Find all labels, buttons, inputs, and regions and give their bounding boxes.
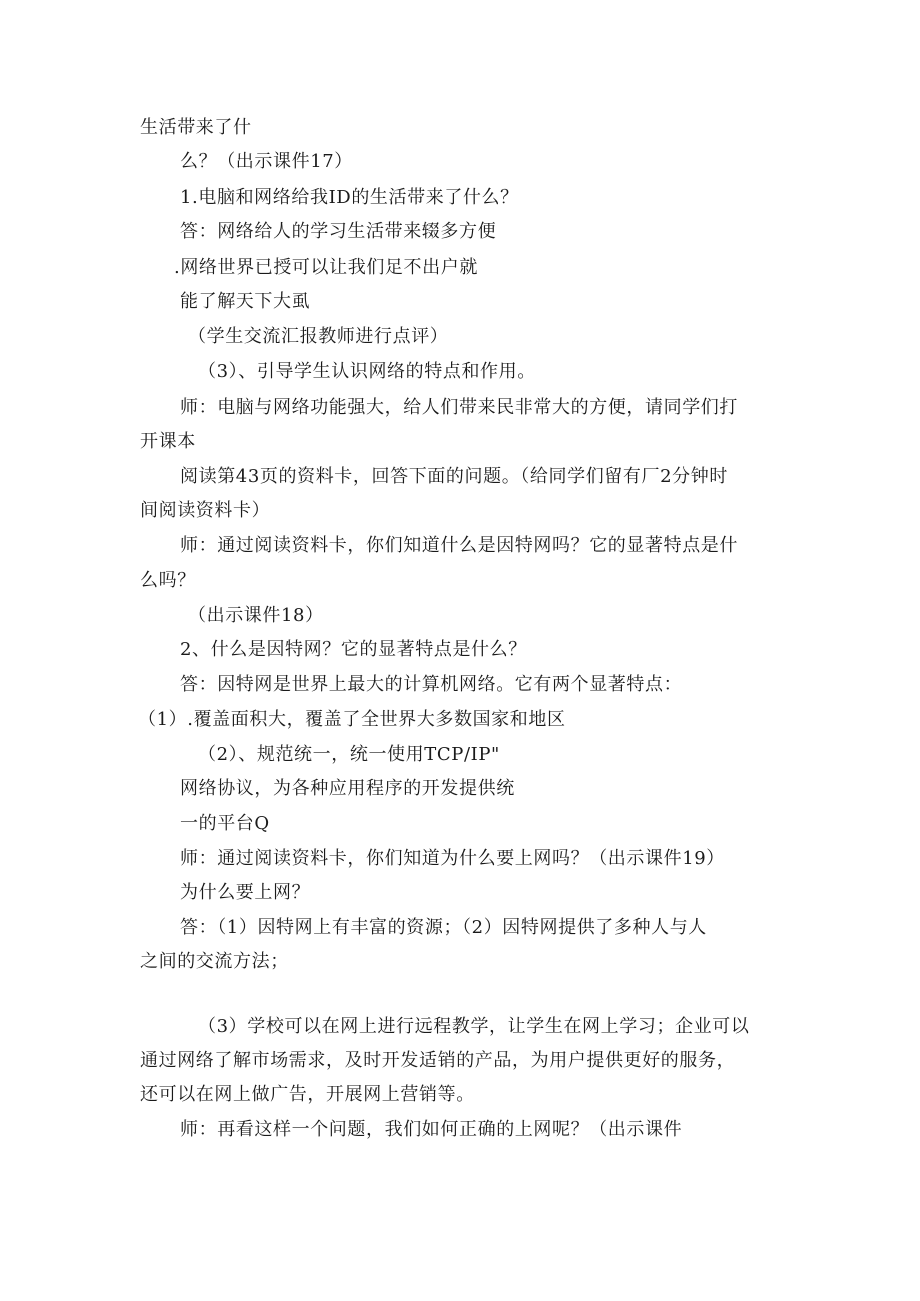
text-line: 师：通过阅读资料卡，你们知道为什么要上网吗？（出示课件19） <box>180 848 725 869</box>
text-line: 还可以在网上做广告，开展网上营销等。 <box>140 1084 475 1105</box>
text-line: 之间的交流方法； <box>140 951 289 972</box>
text-line: 师：通过阅读资料卡，你们知道什么是因特网吗？它的显著特点是什 <box>180 535 738 556</box>
text-line: 为什么要上网？ <box>180 882 311 903</box>
text-line: 生活带来了什 <box>140 117 252 138</box>
text-line: 师：电脑与网络功能强大，给人们带来民非常大的方便，请同学们打 <box>180 397 738 418</box>
text-line: 能了解天下大虱 <box>180 291 311 312</box>
text-line: 网络协议，为各种应用程序的开发提供统 <box>180 778 515 799</box>
text-line: 答：因特网是世界上最大的计算机网络。它有两个显著特点： <box>180 674 683 695</box>
text-line: 么？（出示课件17） <box>180 151 353 172</box>
text-line: （3）、引导学生认识网络的特点和作用。 <box>198 361 536 382</box>
text-line: 通过网络了解市场需求，及时开发适销的产品，为用户提供更好的服务， <box>140 1050 736 1071</box>
text-line: （学生交流汇报教师进行点评） <box>188 326 449 347</box>
text-line: 师：再看这样一个问题，我们如何正确的上网呢？（出示课件 <box>180 1119 683 1140</box>
text-line: 阅读第43页的资料卡，回答下面的问题。（给同学们留有厂2分钟时 <box>180 466 728 487</box>
text-line: （2）、规范统一，统一使用TCP/IP" <box>198 744 500 765</box>
text-line: .网络世界已授可以让我们足不出户就 <box>174 257 478 278</box>
text-line: （出示课件18） <box>188 605 324 626</box>
text-line: 答：（1）因特网上有丰富的资源；（2）因特网提供了多种人与人 <box>180 917 707 938</box>
text-line: 一的平台Q <box>180 813 270 834</box>
text-line: 1.电脑和网络给我ID的生活带来了什么？ <box>180 187 519 208</box>
text-line: 开课本 <box>140 431 196 452</box>
text-line: （3）学校可以在网上进行远程教学，让学生在网上学习；企业可以 <box>198 1016 750 1037</box>
text-line: 间阅读资料卡） <box>140 500 271 521</box>
text-line: 2、什么是因特网？它的显著特点是什么？ <box>180 639 527 660</box>
text-line: 答：网络给人的学习生活带来辍多方便 <box>180 221 497 242</box>
text-line: （1）.覆盖面积大，覆盖了全世界大多数国家和地区 <box>138 709 566 730</box>
text-line: 么吗？ <box>140 570 196 591</box>
